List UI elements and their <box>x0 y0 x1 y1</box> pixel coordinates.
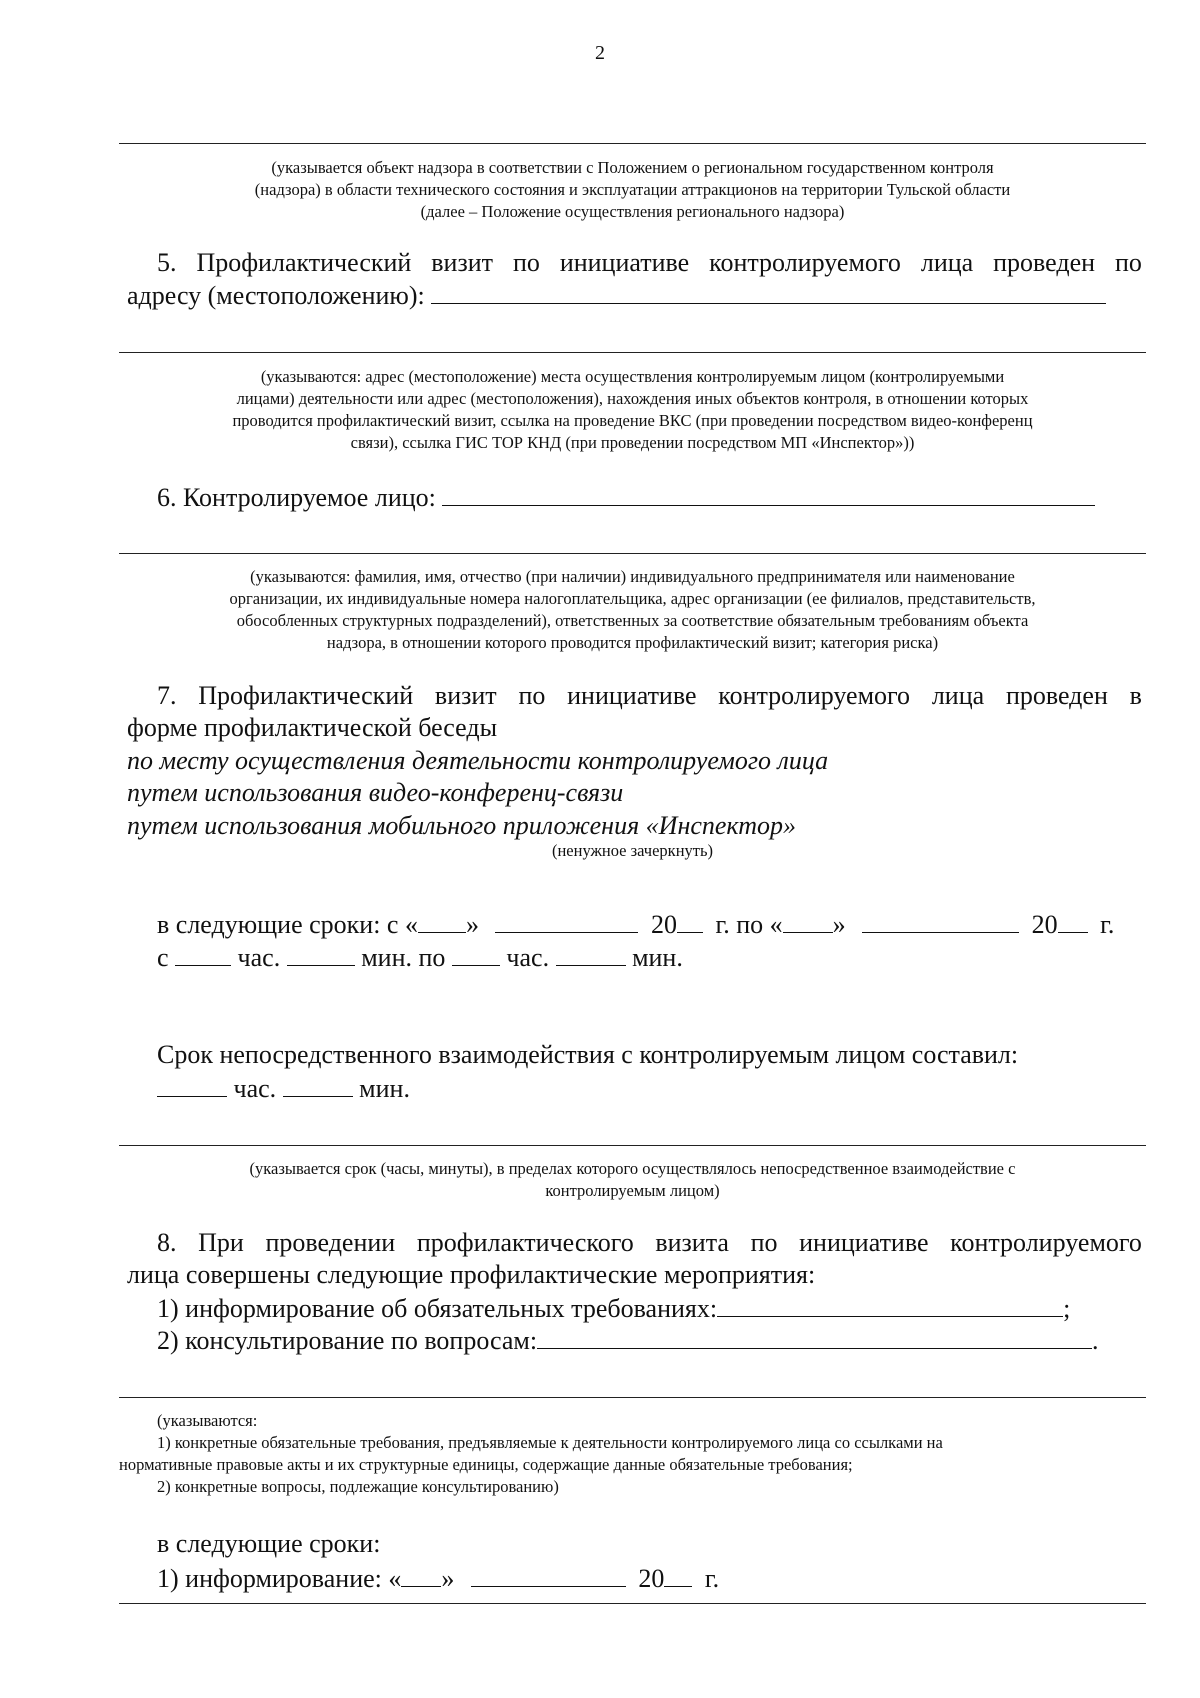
end-year-field[interactable] <box>1058 908 1088 933</box>
option-mobile-app[interactable]: путем использования мобильного приложения «Инспектор» <box>127 811 797 840</box>
inform-day-field[interactable] <box>401 1562 441 1587</box>
divider-line <box>119 352 1146 353</box>
start-year-field[interactable] <box>677 908 703 933</box>
start-month-field[interactable] <box>495 908 638 933</box>
requirements-field[interactable] <box>717 1292 1063 1317</box>
section-7-line1: 7. Профилактический визит по инициативе контролируемого лица проведен в <box>157 681 1142 710</box>
divider-line <box>119 1397 1146 1398</box>
section-8-item1: 1) информирование об обязательных требованиях: ; <box>157 1294 1071 1323</box>
inform-month-field[interactable] <box>471 1562 626 1587</box>
end-month-field[interactable] <box>862 908 1019 933</box>
date-range-line: в следующие сроки: с « » 20 г. по « » 20 г. <box>157 910 1115 939</box>
note-supervision-object: (указывается объект надзора в соответствии с Положением о региональном государственном контроля (надзора) в области технического состояния и эксплуатации аттракционов на территории Тульской области (далее – Положение осуществления регионального надзора) <box>254 158 1011 221</box>
page-number: 2 <box>595 42 605 64</box>
duration-hours-field[interactable] <box>157 1072 227 1097</box>
section-8-line1: 8. При проведении профилактического визита по инициативе контролируемого <box>157 1228 1142 1257</box>
divider-line <box>119 143 1146 144</box>
note-duration: (указывается срок (часы, минуты), в пределах которого осуществлялось непосредственное взаимодействие с контролируемым лицом) <box>249 1159 1016 1200</box>
address-field[interactable] <box>431 279 1106 304</box>
end-day-field[interactable] <box>783 908 833 933</box>
inform-year-field[interactable] <box>664 1562 692 1587</box>
note-requirements: (указываются: 1) конкретные обязательные требования, предъявляемые к деятельности контролируемого лица со ссылками на нормативные правовые акты и их структурные единицы, содержащие данные обязательные требования; 2) конкретные вопросы, подлежащие консультированию) <box>119 1411 943 1496</box>
end-minute-field[interactable] <box>556 941 626 966</box>
start-day-field[interactable] <box>418 908 466 933</box>
section-8-line2: лица совершены следующие профилактические мероприятия: <box>127 1260 816 1289</box>
section-6: 6. Контролируемое лицо: <box>157 481 1095 514</box>
note-address: (указываются: адрес (местоположение) места осуществления контролируемым лицом (контролируемыми лицами) деятельности или адрес (местоположения), нахождения иных объектов контроля, в отношении которых проводится профилактический визит, ссылка на проведение ВКС (при проведении посредством видео-конференц связи), ссылка ГИС ТОР КНД (при проведении посредством МП «Инспектор»)) <box>232 367 1033 452</box>
end-hour-field[interactable] <box>452 941 500 966</box>
start-hour-field[interactable] <box>175 941 231 966</box>
divider-line <box>119 1145 1146 1146</box>
final-informing-line: 1) информирование: « » 20 г. <box>157 1564 720 1593</box>
controlled-person-field[interactable] <box>442 481 1095 506</box>
note-controlled-person: (указываются: фамилия, имя, отчество (при наличии) индивидуального предпринимателя или наименование организации, их индивидуальные номера налогоплательщика, адрес организации (ее филиалов, представительств, обособленных структурных подразделений), ответственных за соответствие обязательным требованиям объекта надзора, в отношении которого проводится профилактический визит; категория риска) <box>229 567 1036 652</box>
start-minute-field[interactable] <box>287 941 355 966</box>
time-range-line: с час. мин. по час. мин. <box>157 943 683 972</box>
consultation-field[interactable] <box>537 1324 1092 1349</box>
section-8-item2: 2) консультирование по вопросам: . <box>157 1326 1099 1355</box>
section-5-line1: 5. Профилактический визит по инициативе контролируемого лица проведен по <box>157 248 1142 277</box>
strike-note: (ненужное зачеркнуть) <box>551 841 714 860</box>
divider-line <box>119 553 1146 554</box>
duration-minutes-field[interactable] <box>283 1072 353 1097</box>
final-terms-line: в следующие сроки: <box>157 1529 381 1558</box>
option-at-place[interactable]: по месту осуществления деятельности контролируемого лица <box>127 746 829 775</box>
option-vks[interactable]: путем использования видео-конференц-связи <box>127 778 624 807</box>
divider-line <box>119 1603 1146 1604</box>
section-5-line2: адресу (местоположению): <box>127 279 1106 312</box>
duration-line2: час. мин. <box>157 1072 410 1105</box>
section-7-line2: форме профилактической беседы <box>127 713 498 742</box>
duration-line1: Срок непосредственного взаимодействия с контролируемым лицом составил: <box>157 1040 1019 1069</box>
